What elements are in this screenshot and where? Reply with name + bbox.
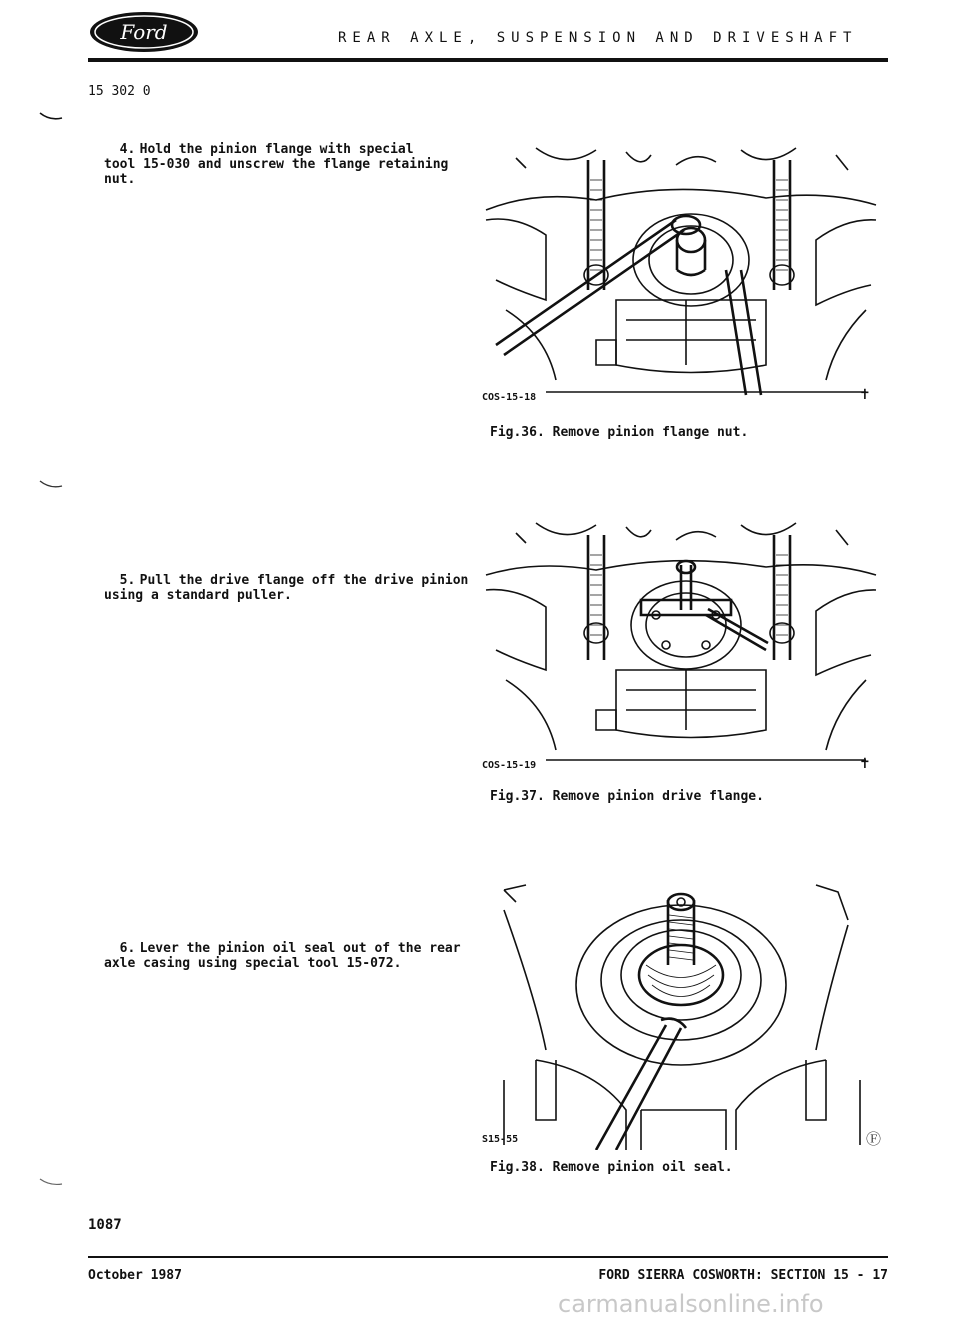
figure-36	[476, 140, 886, 440]
ford-logo	[88, 10, 200, 54]
step-text: Pull the drive flange off the drive pinion using a standard puller.	[104, 573, 469, 603]
step-number: 6.	[119, 941, 136, 956]
step-number: 4.	[119, 142, 136, 157]
figure-code: COS-15-18	[482, 392, 537, 403]
figure-38	[476, 880, 886, 1180]
pinion-oil-seal-illustration	[476, 880, 886, 1150]
watermark: carmanualsonline.info	[558, 1290, 824, 1318]
figure-37	[476, 515, 886, 810]
step-6	[104, 926, 474, 971]
pinion-flange-nut-illustration	[476, 140, 886, 410]
step-4	[104, 127, 474, 187]
page-number: 1087	[88, 1217, 122, 1233]
margin-mark	[38, 480, 64, 490]
logo-text: Ford	[120, 20, 168, 44]
figure-caption: Fig.38. Remove pinion oil seal.	[490, 1160, 733, 1175]
figure-caption: Fig.37. Remove pinion drive flange.	[490, 789, 764, 804]
direction-arrow-icon: ✝	[860, 753, 870, 772]
page-header-title: REAR AXLE, SUSPENSION AND DRIVESHAFT	[338, 30, 858, 46]
footer-rule	[88, 1256, 888, 1258]
document-ref: 15 302 0	[88, 84, 151, 99]
footer-section: FORD SIERRA COSWORTH: SECTION 15 - 17	[598, 1268, 888, 1283]
margin-mark	[38, 112, 64, 122]
step-5	[104, 558, 474, 603]
figure-code: COS-15-19	[482, 760, 537, 771]
header-rule	[88, 58, 888, 62]
figure-caption: Fig.36. Remove pinion flange nut.	[490, 425, 749, 440]
step-number: 5.	[119, 573, 136, 588]
direction-arrow-icon: ✝	[860, 384, 870, 403]
margin-mark	[38, 1178, 64, 1188]
figure-code: S15-55	[482, 1134, 519, 1145]
registered-mark-icon: Ⓕ	[866, 1130, 882, 1148]
pinion-drive-flange-illustration	[476, 515, 886, 777]
step-text: Lever the pinion oil seal out of the rear axle casing using special tool 15-072.	[104, 941, 461, 971]
footer-date: October 1987	[88, 1268, 182, 1283]
step-text: Hold the pinion flange with special tool 15-030 and unscrew the flange retaining nut.	[104, 142, 449, 187]
